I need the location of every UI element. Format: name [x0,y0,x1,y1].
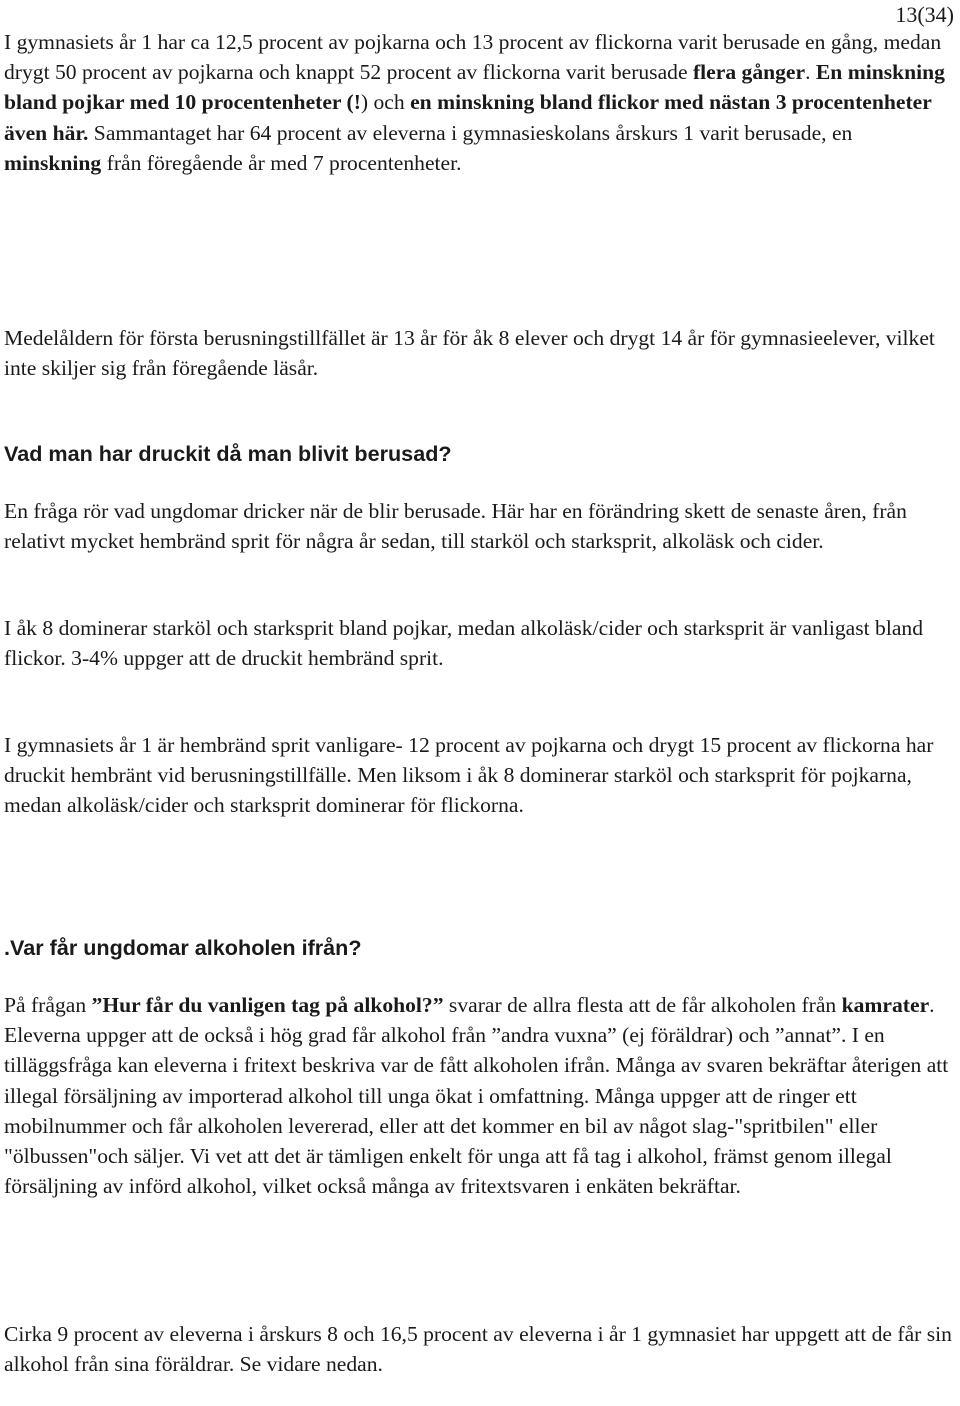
emphasis-text: kamrater [841,993,930,1017]
emphasis-text: en minskning bland flickor med nästan 3 procentenheter även här. [4,90,932,145]
paragraph-gymnasium-intoxication [4,27,954,178]
paragraph-grade-8: I åk 8 dominerar starköl och starksprit bland pojkar, medan alkoläsk/cider och starksprit är vanligast bland flickor. 3-4% uppger att de druckit hembränd sprit. [4,616,923,671]
text-span: På frågan [4,993,92,1017]
paragraph-gymnasium-year-1: I gymnasiets år 1 är hembränd sprit vanligare- 12 procent av pojkarna och drygt 15 procent av flickorna har druckit hembränt vid berusningstillfälle. Men liksom i åk 8 dominerar starköl och starksprit för pojkarna, medan alkoläsk/cider och starksprit dominerar för flickorna. [4,733,934,818]
paragraph-from-parents: Cirka 9 procent av eleverna i årskurs 8 och 16,5 procent av eleverna i år 1 gymnasiet har uppgett att de får sin alkohol från sina föräldrar. Se vidare nedan. [4,1322,952,1377]
text-span: Sammantaget har 64 procent av eleverna i gymnasieskolans årskurs 1 varit berusade, en [88,120,853,145]
paragraph-what-youth-drink: En fråga rör vad ungdomar dricker när de blir berusade. Här har en förändring skett de senaste åren, från relativt mycket hembränd sprit för några år sedan, till starköl och starksprit, alkoläsk och cider. [4,499,907,554]
paragraph-where-alcohol [4,990,954,1201]
text-span: ) och [360,90,411,115]
emphasis-text: ! [353,90,361,115]
text-span: . Eleverna uppger att de också i hög grad får alkohol från ”andra vuxna” (ej föräldrar) och ”annat”. I en tilläggsfråga kan eleverna i fritext beskriva var de fått alkoholen ifrån. Många av svaren bekräftar återigen att illegal försäljning av importerad alkohol till unga ökat i omfattning. Många uppger att de ringer ett mobilnummer och får alkoholen levererad, eller att det kommer en bil av något slag-"spritbilen" eller "ölbussen"och säljer. Vi vet att det är tämligen enkelt för unga att få tag i alkohol, främst genom illegal försäljning av införd alkohol, vilket också många av fritextsvaren i enkäten bekräftar. [4,993,949,1199]
section-heading-what-drunk: Vad man har druckit då man blivit berusad? [4,441,452,466]
emphasis-text: ”Hur får du vanligen tag på alkohol?” [91,993,444,1017]
text-span: svarar de allra flesta att de får alkoholen från [443,993,842,1017]
emphasis-text: En minskning bland pojkar med 10 procentenheter ( [4,60,945,115]
emphasis-text: minskning [4,150,102,175]
paragraph-average-age: Medelåldern för första berusningstillfället är 13 år för åk 8 elever och drygt 14 år för gymnasieelever, vilket inte skiljer sig från föregående läsår. [4,326,935,381]
section-heading-where-alcohol: .Var får ungdomar alkoholen ifrån? [4,935,362,960]
text-span: från föregående år med 7 procentenheter. [101,150,462,175]
emphasis-text: flera gånger [692,60,806,85]
text-span: . [805,60,816,85]
text-span: I gymnasiets år 1 har ca 12,5 procent av pojkarna och 13 procent av flickorna varit berusade en gång, medan drygt 50 procent av pojkarna och knappt 52 procent av flickorna varit berusade [4,30,942,85]
page-number: 13(34) [895,2,954,27]
